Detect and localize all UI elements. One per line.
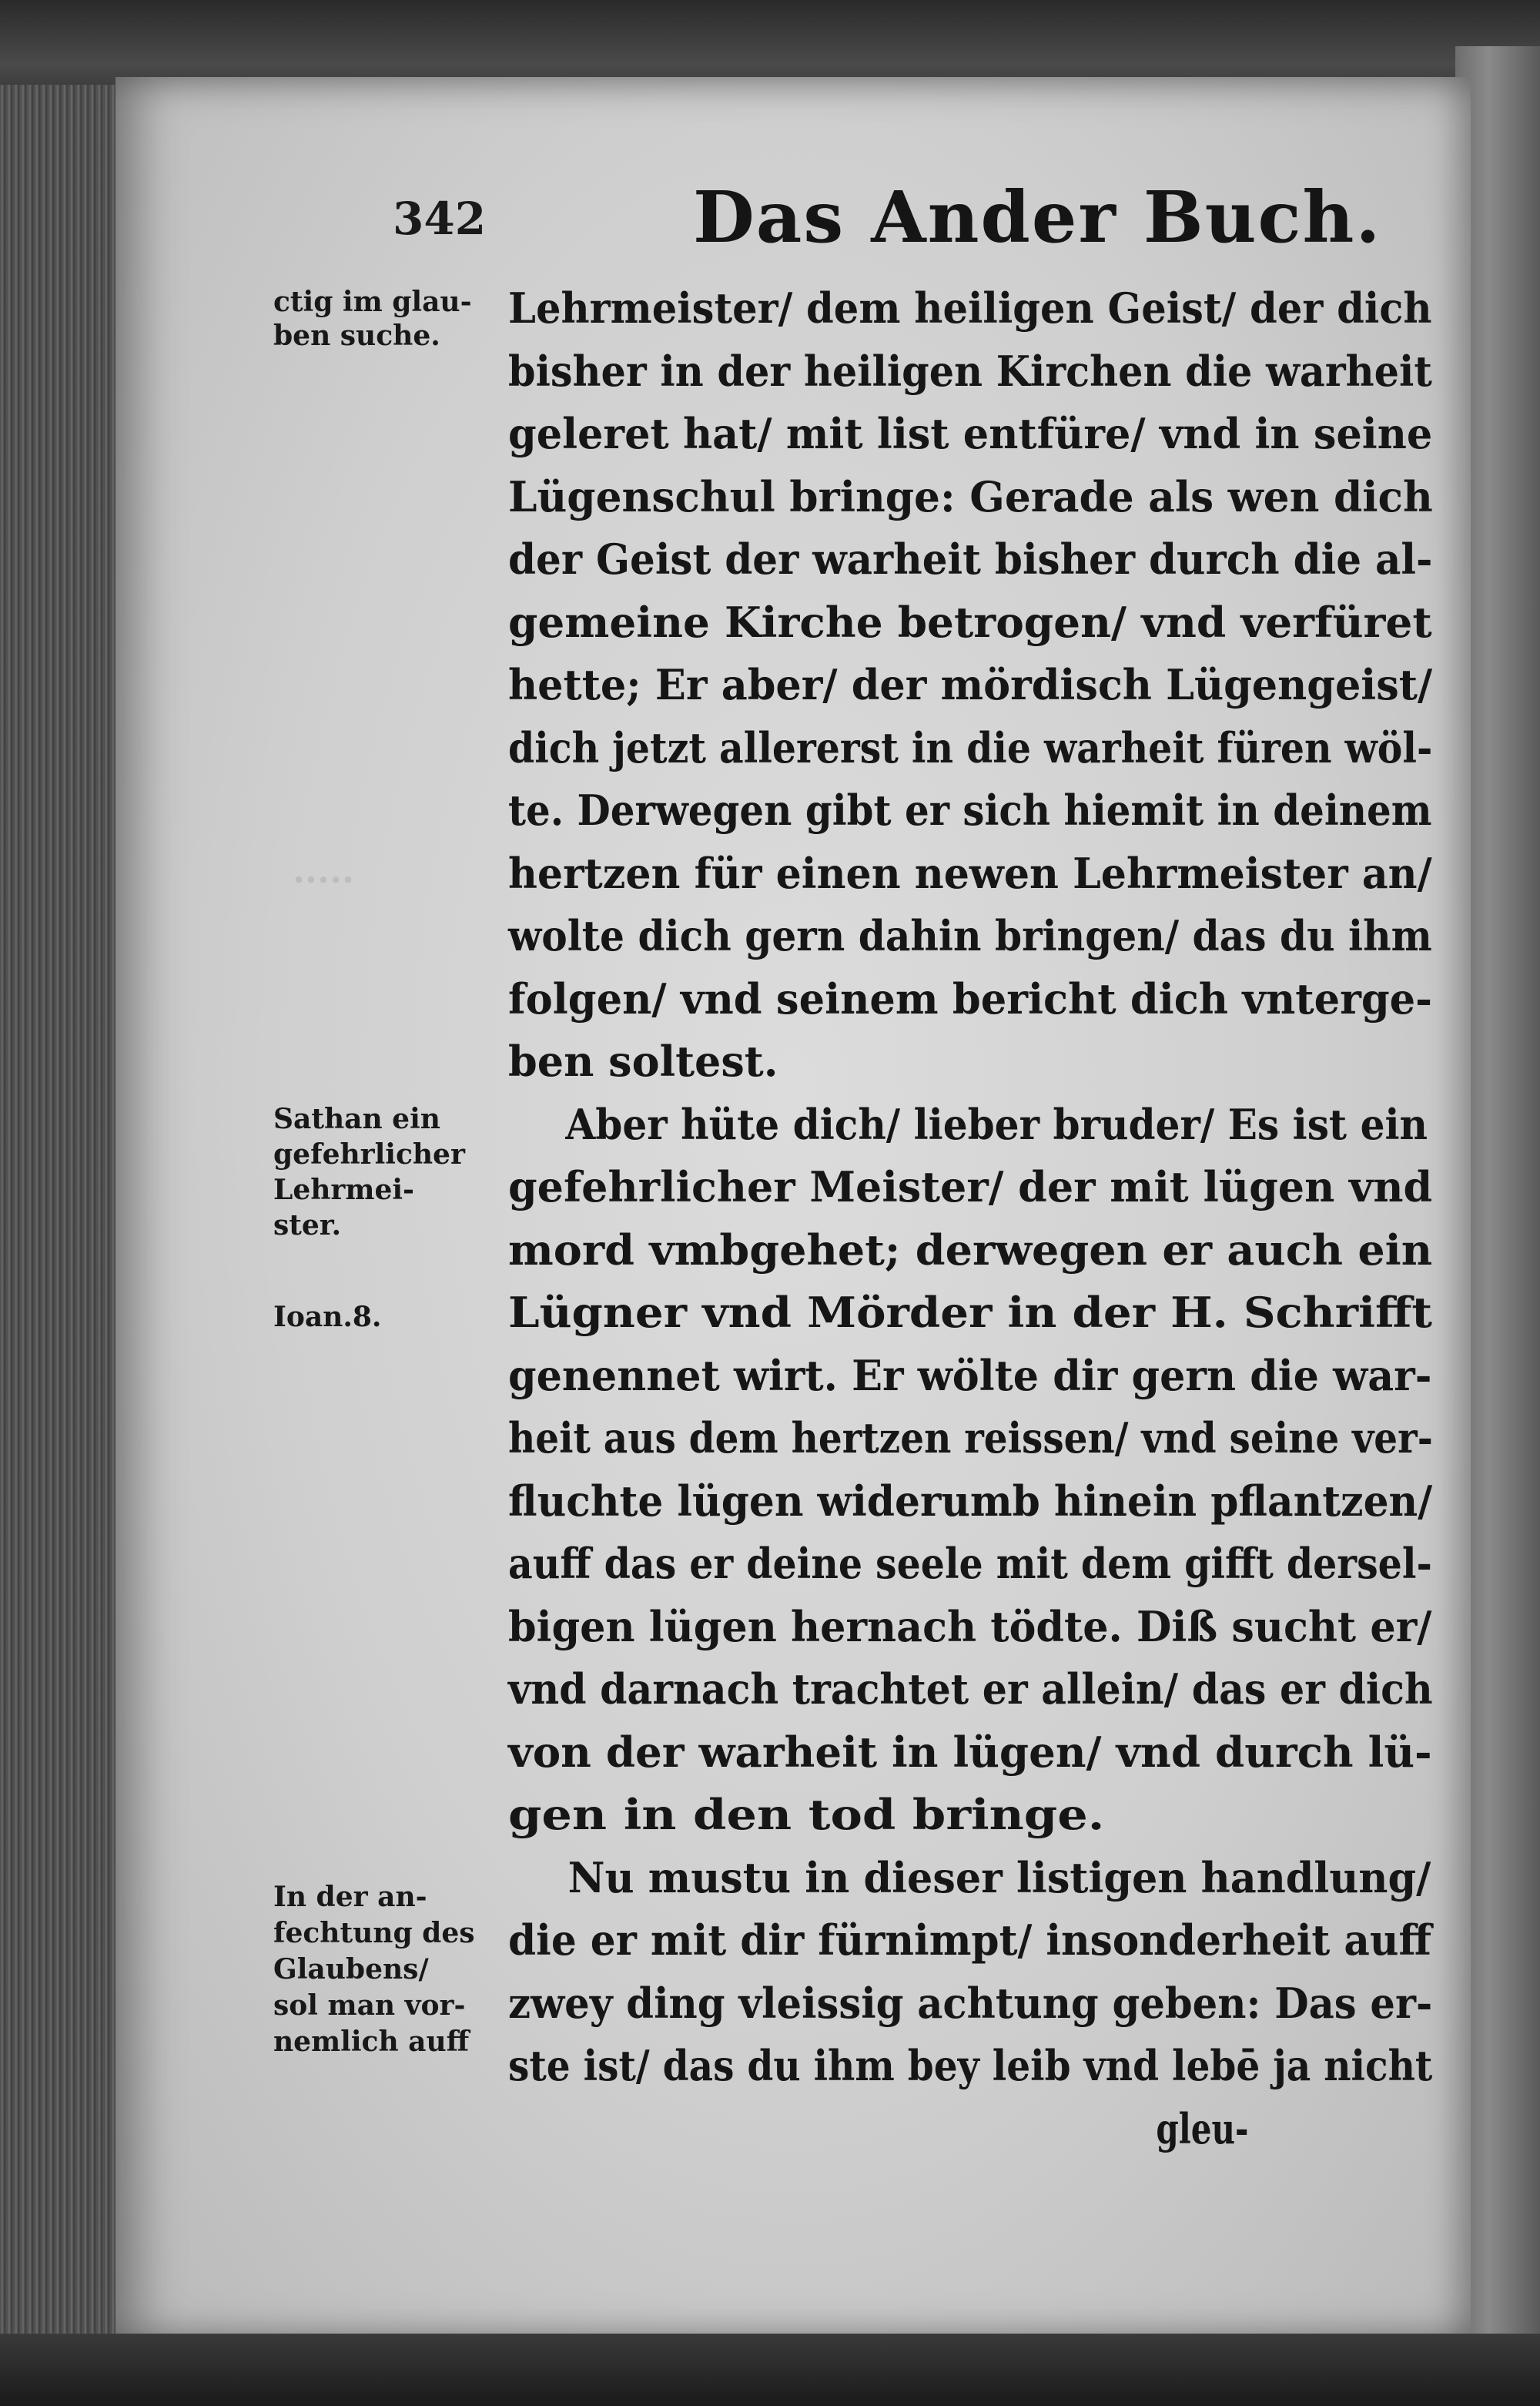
- text-line: folgen/ vnd seinem bericht dich vnterge-: [508, 973, 1433, 1024]
- text-line: von der warheit in lügen/ vnd durch lü-: [508, 1727, 1432, 1777]
- margin-note-line: In der an-: [273, 1881, 427, 1913]
- margin-note-line: Ioan.8.: [273, 1301, 382, 1333]
- margin-note-3: [273, 1300, 504, 1334]
- text-line: hette; Er aber/ der mördisch Lügengeist/: [508, 660, 1433, 709]
- margin-note-1: [273, 285, 504, 353]
- text-line: Nu mustu in dieser listigen handlung/: [567, 1852, 1431, 1902]
- text-line: zwey ding vleissig achtung geben: Das er-: [508, 1978, 1433, 2028]
- text-line: mord vmbgehet; derwegen er auch ein: [508, 1225, 1433, 1275]
- margin-note-2: [273, 1101, 504, 1243]
- text-line: ste ist/ das du ihm bey leib vnd lebē ja nicht: [508, 2041, 1433, 2090]
- text-line: Aber hüte dich/ lieber bruder/ Es ist ein: [565, 1099, 1428, 1149]
- catchword: gleu-: [1156, 2103, 1249, 2153]
- text-line: gefehrlicher Meister/ der mit lügen vnd: [508, 1162, 1433, 1211]
- page-number: 342: [393, 193, 487, 245]
- text-line: gemeine Kirche betrogen/ vnd verfüret: [508, 597, 1432, 647]
- text-line: ben soltest.: [508, 1037, 778, 1086]
- text-line: te. Derwegen gibt er sich hiemit in deinem: [508, 786, 1432, 835]
- text-line: heit aus dem hertzen reissen/ vnd seine ver-: [508, 1413, 1433, 1463]
- text-line: gen in den tod bringe.: [508, 1790, 1105, 1839]
- text-line: die er mit dir fürnimpt/ insonderheit auff: [508, 1915, 1431, 1965]
- text-line: bisher in der heiligen Kirchen die warheit: [508, 346, 1432, 396]
- text-line: fluchte lügen widerumb hinein pflantzen/: [508, 1476, 1433, 1526]
- text-line: geleret hat/ mit list entfüre/ vnd in seine: [508, 409, 1433, 458]
- running-head: Das Ander Buch.: [693, 176, 1382, 259]
- margin-note-line: Sathan ein: [273, 1103, 440, 1135]
- margin-note-line: fechtung des: [273, 1917, 475, 1949]
- text-line: der Geist der warheit bisher durch die al-: [508, 534, 1433, 584]
- margin-note-line: nemlich auff: [273, 2026, 470, 2058]
- show-through-text: ·····: [293, 859, 355, 900]
- book-bottom-edge: [0, 2334, 1540, 2406]
- text-line: Lehrmeister/ dem heiligen Geist/ der dich: [508, 283, 1432, 333]
- text-line: bigen lügen hernach tödte. Diß sucht er/: [508, 1601, 1432, 1651]
- text-line: dich jetzt allererst in die warheit füren wöl-: [508, 722, 1433, 772]
- margin-note-line: ben suche.: [273, 320, 440, 352]
- book-page-edges-left: [0, 85, 123, 2334]
- margin-note-line: Glaubens/: [273, 1953, 429, 1985]
- text-line: hertzen für einen newen Lehrmeister an/: [508, 848, 1432, 898]
- margin-note-4: [273, 1879, 504, 2060]
- text-line: Lügenschul bringe: Gerade als wen dich: [508, 471, 1433, 521]
- text-line: auff das er deine seele mit dem gifft dersel-: [508, 1539, 1432, 1588]
- margin-note-line: ctig im glau-: [273, 286, 472, 318]
- margin-note-line: Lehrmei-: [273, 1174, 414, 1206]
- body-text: [508, 277, 1448, 2160]
- text-line: genennet wirt. Er wölte dir gern die war-: [508, 1350, 1432, 1400]
- text-line: Lügner vnd Mörder in der H. Schrifft: [508, 1288, 1433, 1337]
- margin-note-line: gefehrlicher: [273, 1138, 465, 1171]
- text-line: vnd darnach trachtet er allein/ das er dich: [508, 1664, 1433, 1714]
- margin-note-line: sol man vor-: [273, 1989, 466, 2022]
- text-line: wolte dich gern dahin bringen/ das du ihm: [508, 911, 1432, 960]
- margin-note-line: ster.: [273, 1209, 341, 1242]
